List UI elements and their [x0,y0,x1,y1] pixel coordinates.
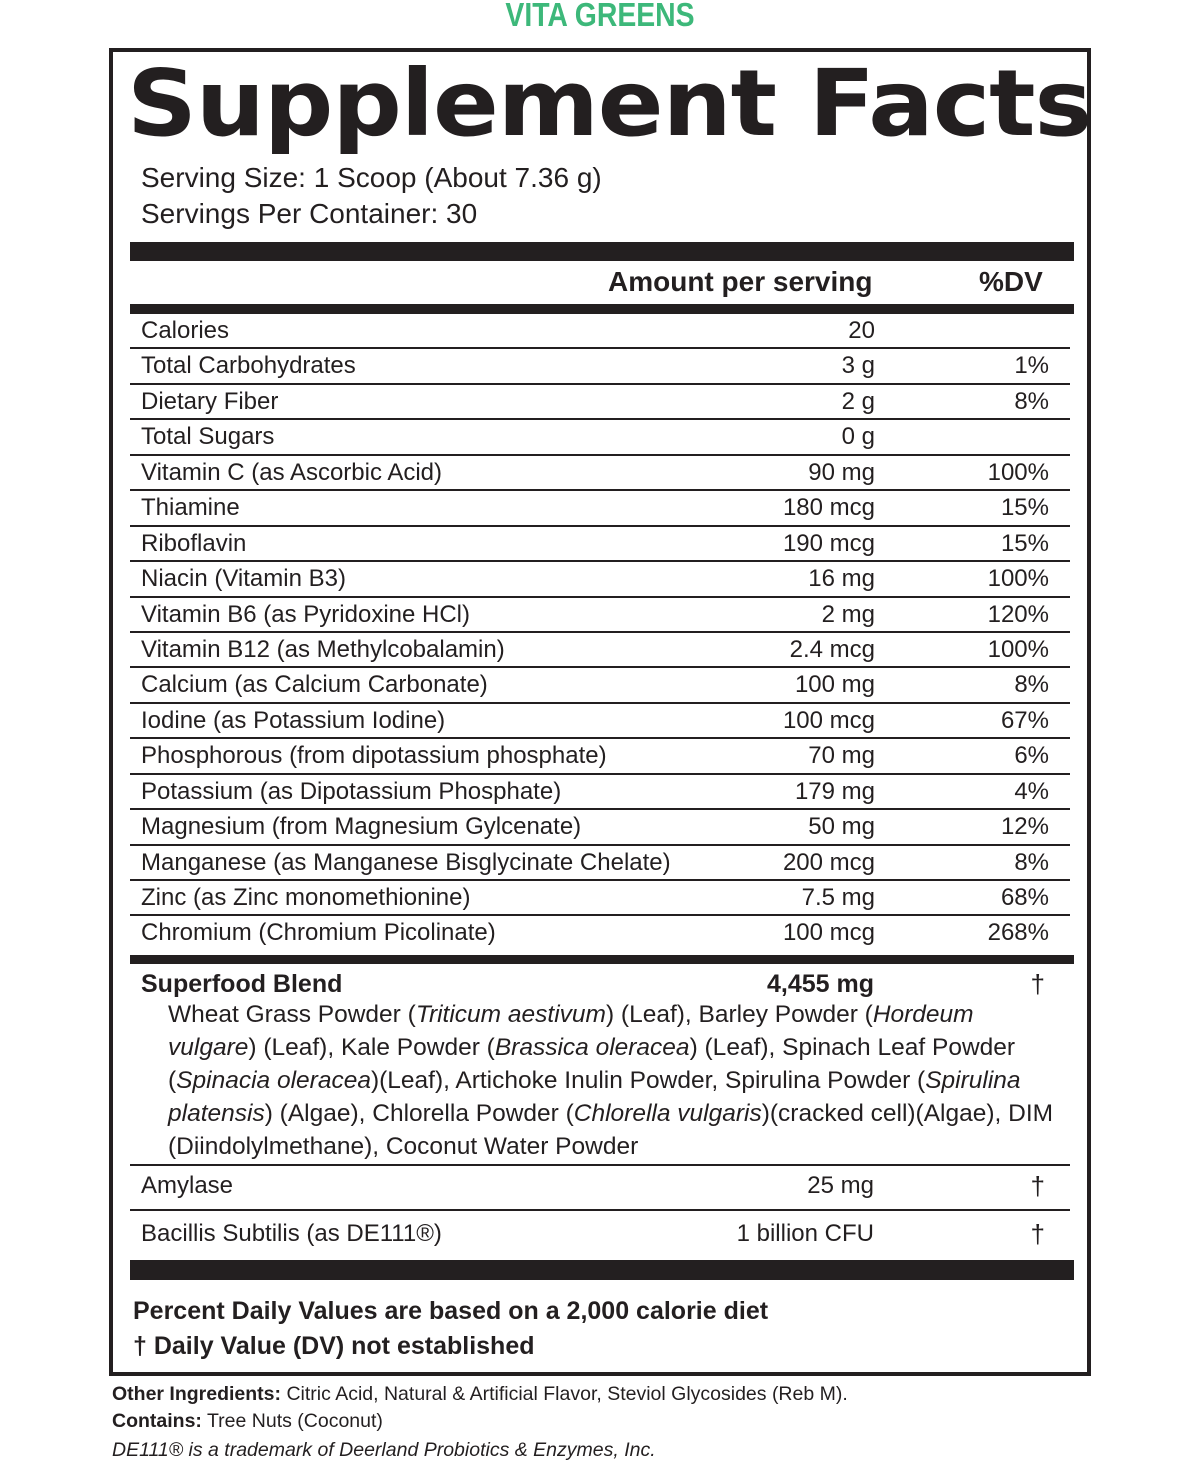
ingredient-text: ) (Leaf), Kale Powder ( [248,1034,495,1061]
nutrient-dv: 15% [1000,529,1049,557]
servings-per-container: Servings Per Container: 30 [141,198,478,229]
nutrient-dv: 6% [1014,742,1049,770]
nutrient-row [130,385,1070,420]
nutrient-row [130,349,1070,384]
botanical-name: Brassica oleracea [494,1034,690,1061]
nutrient-amount: 70 mg [808,742,875,770]
nutrient-amount: 180 mcg [782,494,875,522]
nutrient-dv: 15% [1000,494,1049,522]
other-ingredients-label: Other Ingredients: [112,1383,282,1405]
nutrient-amount: 2.4 mcg [789,635,875,663]
nutrient-amount: 20 [848,317,875,344]
nutrient-row [130,491,1070,526]
header-dv: %DV [979,266,1043,297]
nutrient-dv: 8% [1014,671,1049,699]
supplement-facts-panel [109,48,1091,1376]
thick-divider [130,242,1074,261]
nutrient-name: Vitamin B12 (as Methylcobalamin) [141,635,505,663]
contains [112,1409,383,1433]
blend-ingredients [168,998,1063,1163]
nutrient-amount: 200 mcg [782,848,875,876]
nutrient-amount: 3 g [841,352,875,380]
nutrient-name: Manganese (as Manganese Bisglycinate Chelate) [141,848,671,876]
nutrient-name: Calcium (as Calcium Carbonate) [141,671,488,699]
nutrient-row [130,704,1070,739]
nutrient-dv: 67% [1000,706,1049,734]
ingredient-text: ) (Algae), Chlorella Powder ( [264,1100,574,1127]
nutrient-name: Vitamin B6 (as Pyridoxine HCl) [141,600,471,628]
nutrient-dv: 8% [1014,387,1049,415]
nutrient-dv: 12% [1000,813,1049,841]
nutrient-row [130,739,1070,774]
nutrient-row [130,810,1070,845]
header-divider [130,304,1074,314]
other-ingredients-text: Citric Acid, Natural & Artificial Flavor, Steviol Glycosides (Reb M). [281,1383,848,1405]
header-amount: Amount per serving [608,266,873,297]
nutrient-dv: 100% [987,635,1049,663]
nutrient-name: Iodine (as Potassium Iodine) [141,706,446,734]
nutrient-name: Magnesium (from Magnesium Gylcenate) [141,813,582,841]
nutrient-row [130,527,1070,562]
nutrient-name: Niacin (Vitamin B3) [141,565,346,593]
nutrient-name: Riboflavin [141,529,247,557]
nutrient-amount: 100 mcg [782,919,875,947]
nutrient-dv: 100% [987,565,1049,593]
nutrient-row [130,881,1070,916]
nutrient-dv: 8% [1014,848,1049,876]
nutrient-name: Vitamin C (as Ascorbic Acid) [141,458,442,486]
nutrient-name: Total Carbohydrates [141,352,356,380]
nutrient-amount: 2 mg [821,600,875,628]
blend-name: Superfood Blend [141,970,343,998]
nutrient-amount: 190 mcg [782,529,875,557]
nutrient-name: Total Sugars [141,423,275,451]
contains-label: Contains: [112,1410,202,1432]
botanical-name: Spirulina platensis [168,1067,1021,1127]
brand-name: VITA GREENS [505,0,695,33]
footer-divider [130,1260,1074,1280]
nutrient-dv: 100% [987,458,1049,486]
botanical-name: Hordeum vulgare [168,1001,974,1061]
contains-text: Tree Nuts (Coconut) [201,1410,383,1432]
nutrient-name: Calories [141,317,230,344]
extra-name-bacillis: Bacillis Subtilis (as DE111®) [141,1220,442,1247]
extra-amount-amylase: 25 mg [807,1172,874,1199]
row-divider [130,1164,1070,1166]
nutrient-name: Chromium (Chromium Picolinate) [141,919,496,947]
botanical-name: Triticum aestivum [415,1001,606,1028]
footnote-not-established: † Daily Value (DV) not established [133,1332,535,1360]
nutrient-name: Dietary Fiber [141,387,279,415]
extra-amount-bacillis: 1 billion CFU [736,1220,874,1247]
ingredient-text: )(cracked cell)(Algae), DIM (Diindolylmethane), Coconut Water Powder [168,1100,1054,1160]
nutrient-row [130,916,1070,951]
footnote-daily-values: Percent Daily Values are based on a 2,000 calorie diet [133,1297,769,1325]
serving-size: Serving Size: 1 Scoop (About 7.36 g) [141,162,602,193]
nutrient-row [130,775,1070,810]
extra-dv-bacillis: † [1030,1219,1045,1249]
nutrient-amount: 90 mg [808,458,875,486]
ingredient-text: Wheat Grass Powder ( [168,1001,416,1028]
nutrient-dv: 120% [987,600,1049,628]
other-ingredients [112,1382,848,1406]
blend-amount: 4,455 mg [766,970,874,998]
nutrient-dv: 268% [987,919,1049,947]
extra-name-amylase: Amylase [141,1172,234,1199]
blend-dv: † [1030,969,1045,999]
nutrient-row [130,314,1070,349]
nutrient-table [130,314,1070,952]
botanical-name: Spinacia oleracea [176,1067,371,1094]
nutrient-name: Zinc (as Zinc monomethionine) [141,884,471,911]
nutrient-dv: 4% [1014,777,1049,805]
nutrient-amount: 50 mg [808,813,875,841]
blend-divider [130,955,1074,964]
trademark-note [112,1438,656,1462]
nutrient-row [130,633,1070,668]
nutrient-row [130,598,1070,633]
nutrient-row [130,562,1070,597]
nutrient-dv: 1% [1014,352,1049,380]
nutrient-row [130,420,1070,455]
nutrient-amount: 0 g [841,423,875,451]
nutrient-row [130,668,1070,703]
nutrient-name: Thiamine [141,494,240,522]
nutrient-amount: 16 mg [808,565,875,593]
nutrient-dv: 68% [1000,884,1049,911]
panel-title: Supplement Facts [127,50,1092,157]
extra-dv-amylase: † [1030,1171,1045,1201]
nutrient-amount: 7.5 mg [801,884,875,911]
ingredient-text: )(Leaf), Artichoke Inulin Powder, Spirulina Powder ( [370,1067,926,1094]
nutrient-amount: 100 mcg [782,706,875,734]
nutrient-name: Potassium (as Dipotassium Phosphate) [141,777,562,805]
row-divider [130,1209,1070,1211]
ingredient-text: ) (Leaf), Spinach Leaf Powder ( [168,1034,1016,1094]
nutrient-row [130,846,1070,881]
nutrient-row [130,456,1070,491]
nutrient-amount: 179 mg [794,777,875,805]
trademark-text: DE111® is a trademark of Deerland Probiotics & Enzymes, Inc. [112,1439,656,1461]
botanical-name: Chlorella vulgaris [573,1100,762,1127]
nutrient-amount: 100 mg [794,671,875,699]
nutrient-name: Phosphorous (from dipotassium phosphate) [141,742,607,770]
nutrient-amount: 2 g [841,387,875,415]
ingredient-text: ) (Leaf), Barley Powder ( [605,1001,873,1028]
